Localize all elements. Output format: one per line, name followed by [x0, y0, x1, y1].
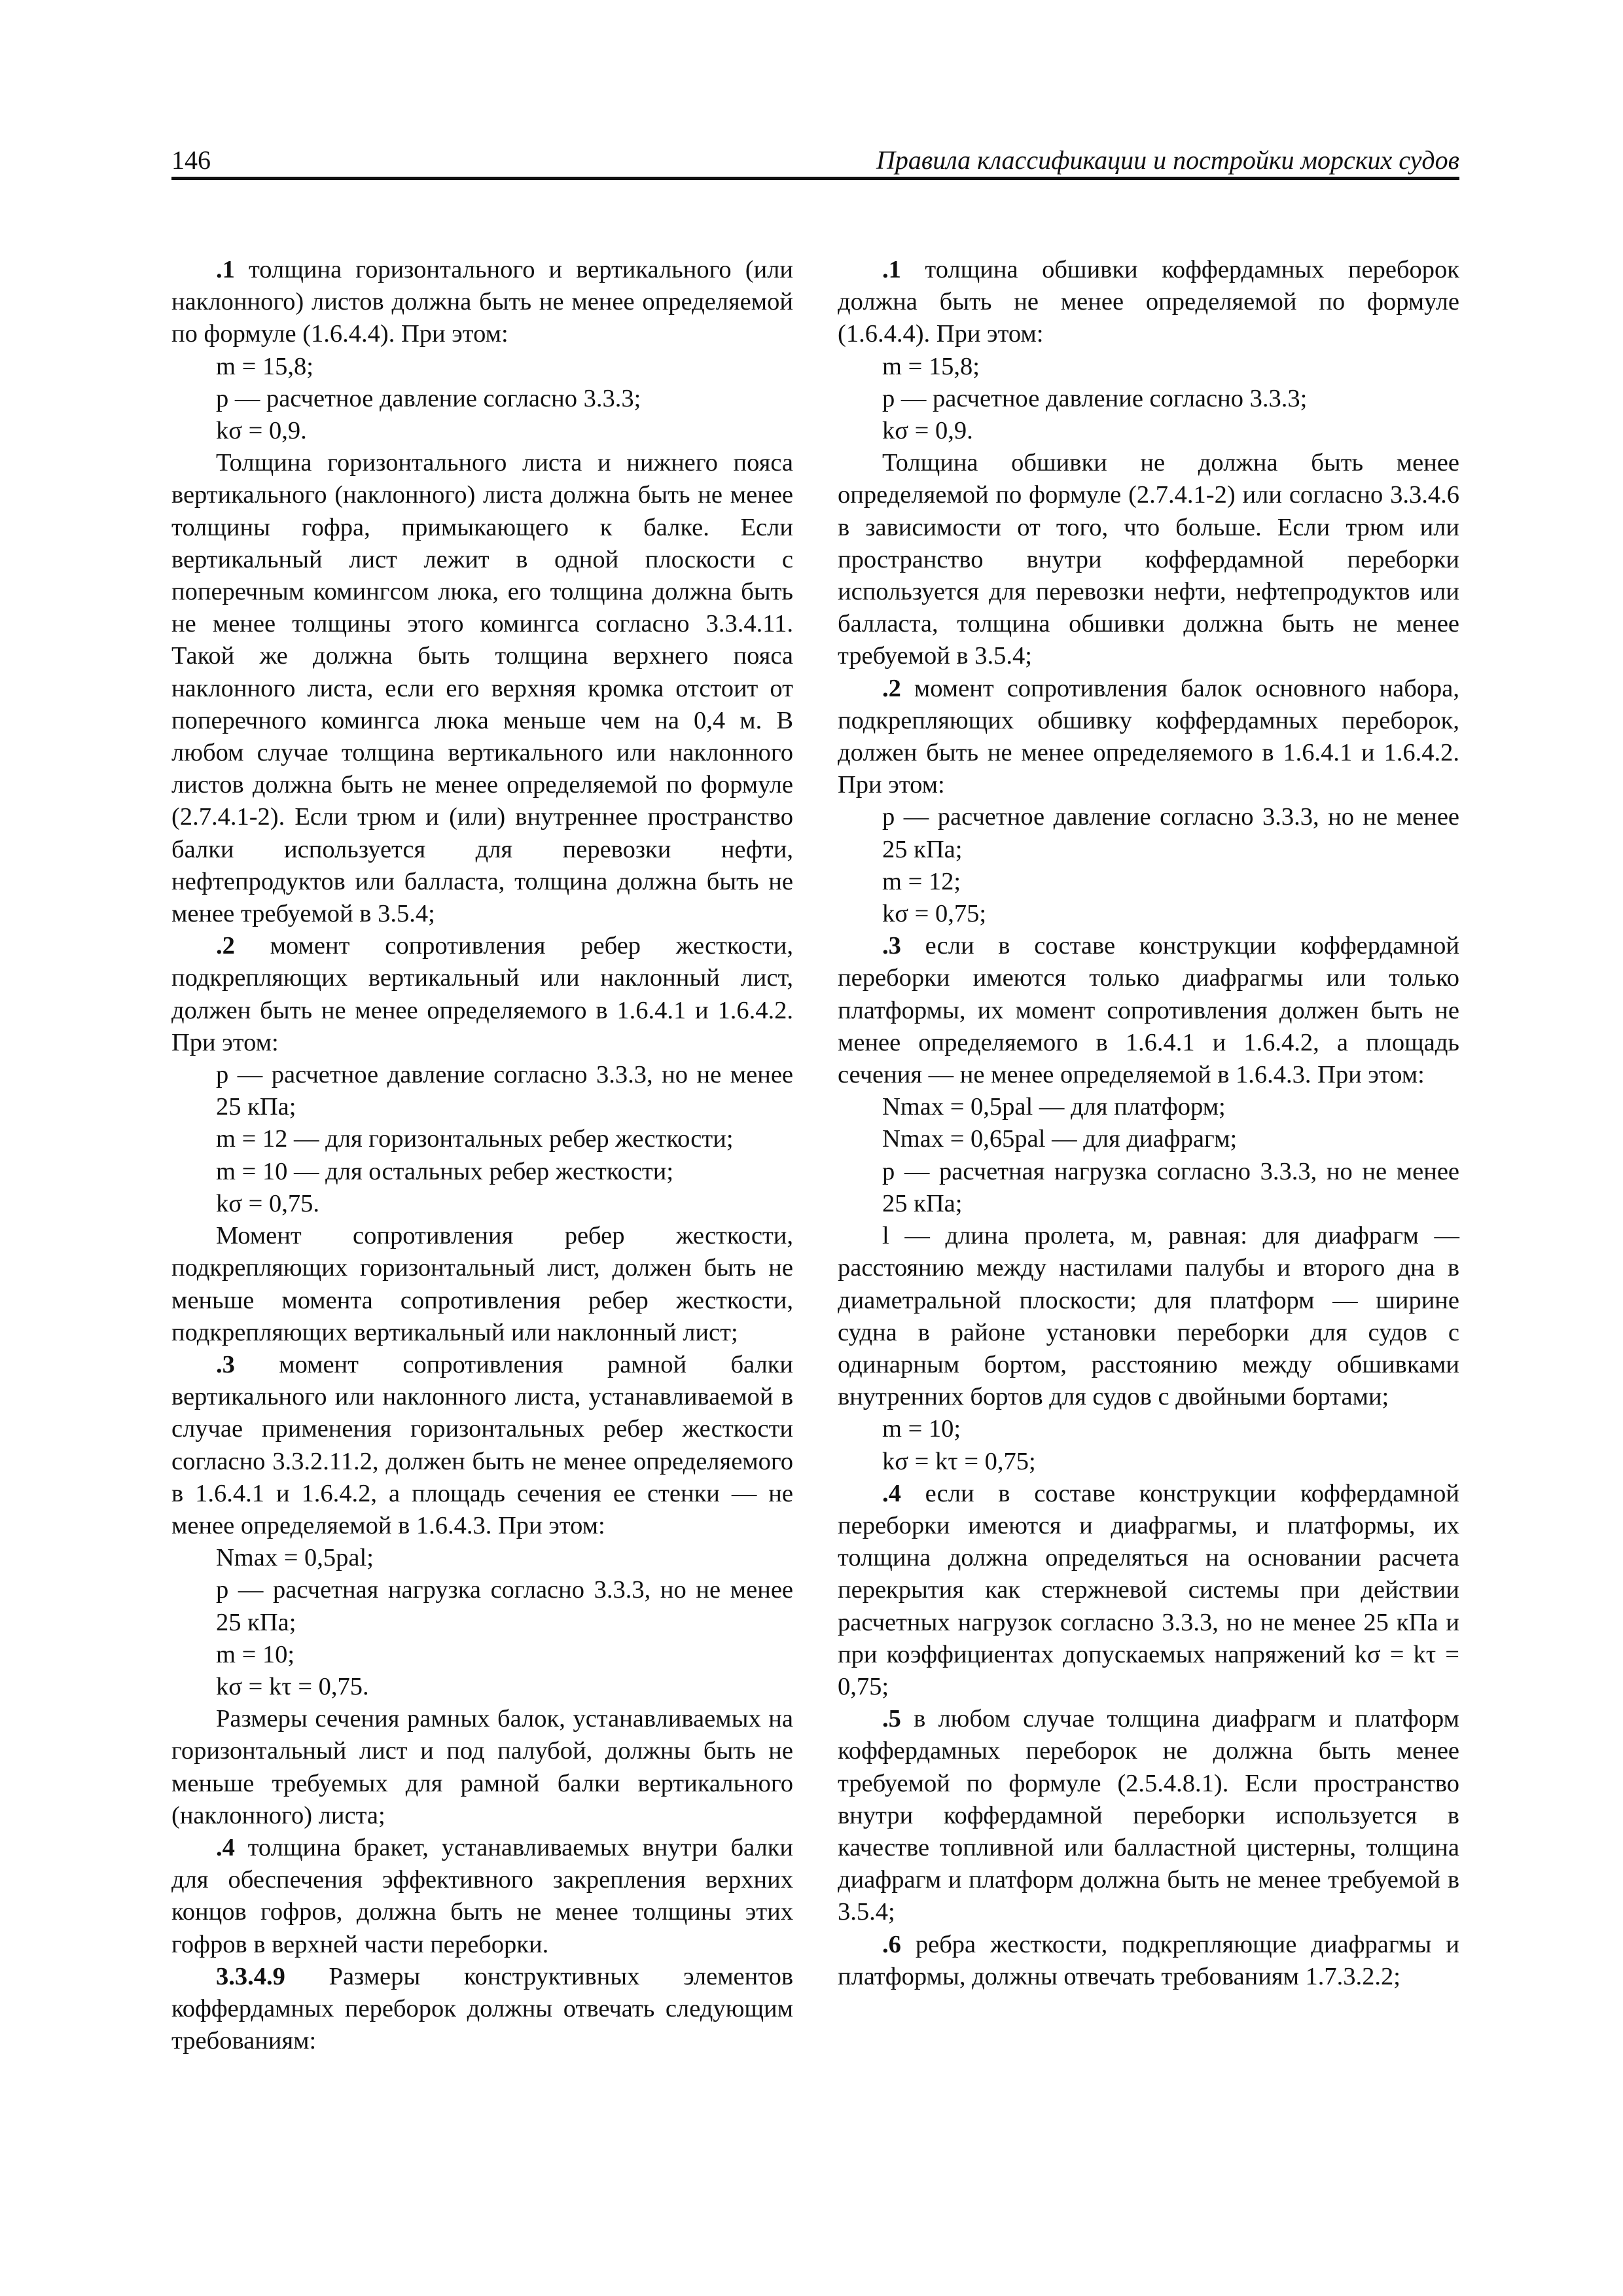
left-item-2: .2 момент сопротивления ребер жесткости, подкрепляющих вертикальный или наклонный лист, должен быть не менее определяемого в 1.6.4.1 и 1.6.4.2. При этом: [171, 932, 793, 1056]
right-item-3-value-p: p — расчетная нагрузка согласно 3.3.3, но не менее 25 кПа; [882, 1157, 1459, 1217]
right-item-4: .4 если в составе конструкции коффердамной переборки имеются и диафрагмы, и платформы, их толщина должна определяться на основании расчета перекрытия как стержневой системы при действии расчетных нагрузок согласно 3.3.3, но не менее 25 кПа и при коэффициентах допускаемых напряжений kσ = kτ = 0,75; [838, 1479, 1459, 1700]
left-item-1-value-p: p — расчетное давление согласно 3.3.3; [216, 384, 641, 412]
left-item-2-value-m10: m = 10 — для остальных ребер жесткости; [216, 1157, 674, 1185]
right-item-2-value-p: p — расчетное давление согласно 3.3.3, но не менее 25 кПа; [882, 803, 1459, 863]
left-item-1: .1 толщина горизонтального и вертикального (или наклонного) листов должна быть не менее определяемой по формуле (1.6.4.4). При этом: [171, 256, 793, 348]
left-item-2-value-p: p — расчетное давление согласно 3.3.3, но не менее 25 кПа; [216, 1061, 793, 1121]
left-column [171, 254, 793, 2057]
header-rule [171, 177, 1459, 180]
right-item-2-value-k: kσ = 0,75; [882, 900, 987, 928]
left-item-3: .3 момент сопротивления рамной балки вертикального или наклонного листа, устанавливаемой в случае применения горизонтальных ребер жесткости согласно 3.3.2.11.2, должен быть не менее определяемого в 1.6.4.1 и 1.6.4.2, а площадь сечения ее стенки — не менее определяемой в 1.6.4.3. При этом: [171, 1350, 793, 1539]
right-item-1-value-m: m = 15,8; [882, 352, 980, 380]
left-item-1-value-m: m = 15,8; [216, 352, 313, 380]
left-paragraph-moment: Момент сопротивления ребер жесткости, подкрепляющих горизонтальный лист, должен быть не меньше момента сопротивления ребер жесткости, подкрепляющих вертикальный или наклонный лист; [171, 1222, 793, 1346]
left-item-1-value-k: kσ = 0,9. [216, 417, 307, 445]
left-item-3-value-k: kσ = kτ = 0,75. [216, 1672, 369, 1700]
right-paragraph-plating: Толщина обшивки не должна быть менее определяемой по формуле (2.7.4.1-2) или согласно 3.3.4.6 в зависимости от того, что больше. Если трюм или пространство внутри коффердамной переборки используется для перевозки нефти, нефтепродуктов или балласта, толщина обшивки должна быть не менее требуемой в 3.5.4; [838, 449, 1459, 670]
right-item-5: .5 в любом случае толщина диафрагм и платформ коффердамных переборок не должна быть менее требуемой по формуле (2.5.4.8.1). Если пространство внутри коффердамной переборки используется в качестве топливной или балластной цистерны, толщина диафрагм и платформ должна быть не менее требуемой в 3.5.4; [838, 1705, 1459, 1926]
right-item-1-value-k: kσ = 0,9. [882, 417, 973, 445]
right-item-3-value-m: m = 10; [882, 1415, 961, 1443]
running-title: Правила классификации и постройки морских судов [876, 145, 1459, 175]
right-item-2: .2 момент сопротивления балок основного набора, подкрепляющих обшивку коффердамных переборок, должен быть не менее определяемого в 1.6.4.1 и 1.6.4.2. При этом: [838, 674, 1459, 799]
left-item-4: .4 толщина бракет, устанавливаемых внутри балки для обеспечения эффективного закрепления верхних концов гофров, должна быть не менее толщины этих гофров в верхней части переборки. [171, 1833, 793, 1958]
right-item-3-value-k: kσ = kτ = 0,75; [882, 1447, 1036, 1475]
section-3-3-4-9: 3.3.4.9 Размеры конструктивных элементов коффердамных переборок должны отвечать следующим требованиям: [171, 1962, 793, 2055]
left-item-2-value-m12: m = 12 — для горизонтальных ребер жесткости; [216, 1125, 734, 1153]
right-item-3-value-n-platform: Nmax = 0,5pal — для платформ; [882, 1093, 1226, 1121]
right-column [838, 254, 1459, 1993]
right-item-3-value-l: l — длина пролета, м, равная: для диафрагм — расстоянию между настилами палубы и второго дна в диаметральной плоскости; для платформ — ширине судна в районе установки переборки для судов с одинарным бортом, расстоянию между обшивками внутренних бортов для судов с двойными бортами; [838, 1222, 1459, 1411]
left-item-3-value-p: p — расчетная нагрузка согласно 3.3.3, но не менее 25 кПа; [216, 1576, 793, 1636]
right-item-1: .1 толщина обшивки коффердамных переборок должна быть не менее определяемой по формуле (1.6.4.4). При этом: [838, 256, 1459, 348]
page-number: 146 [171, 145, 211, 175]
right-item-6: .6 ребра жесткости, подкрепляющие диафрагмы и платформы, должны отвечать требованиям 1.7.3.2.2; [838, 1930, 1459, 1990]
left-item-2-value-k: kσ = 0,75. [216, 1189, 319, 1217]
left-paragraph-thickness: Толщина горизонтального листа и нижнего пояса вертикального (наклонного) листа должна быть не менее толщины гофра, примыкающего к балке. Если вертикальный лист лежит в одной плоскости с поперечным комингсом люка, его толщина должна быть не менее толщины этого комингса согласно 3.3.4.11. Такой же должна быть толщина верхнего пояса наклонного листа, если его верхняя кромка отстоит от поперечного комингса люка меньше чем на 0,4 м. В любом случае толщина вертикального или наклонного листов должна быть не менее определяемой по формуле (2.7.4.1-2). Если трюм и (или) внутреннее пространство балки используется для перевозки нефти, нефтепродуктов или балласта, толщина должна быть не менее требуемой в 3.5.4; [171, 449, 793, 928]
right-item-1-value-p: p — расчетное давление согласно 3.3.3; [882, 384, 1308, 412]
left-item-3-value-m: m = 10; [216, 1640, 295, 1668]
right-item-2-value-m: m = 12; [882, 867, 961, 895]
right-item-3-value-n-diaphragm: Nmax = 0,65pal — для диафрагм; [882, 1125, 1238, 1153]
left-paragraph-sections: Размеры сечения рамных балок, устанавливаемых на горизонтальный лист и под палубой, должны быть не меньше требуемых для рамной балки вертикального (наклонного) листа; [171, 1705, 793, 1829]
left-item-3-value-n: Nmax = 0,5pal; [216, 1544, 374, 1572]
right-item-3: .3 если в составе конструкции коффердамной переборки имеются только диафрагмы или только платформы, их момент сопротивления должен быть не менее определяемого в 1.6.4.1 и 1.6.4.2, а площадь сечения — не менее определяемой в 1.6.4.3. При этом: [838, 932, 1459, 1089]
